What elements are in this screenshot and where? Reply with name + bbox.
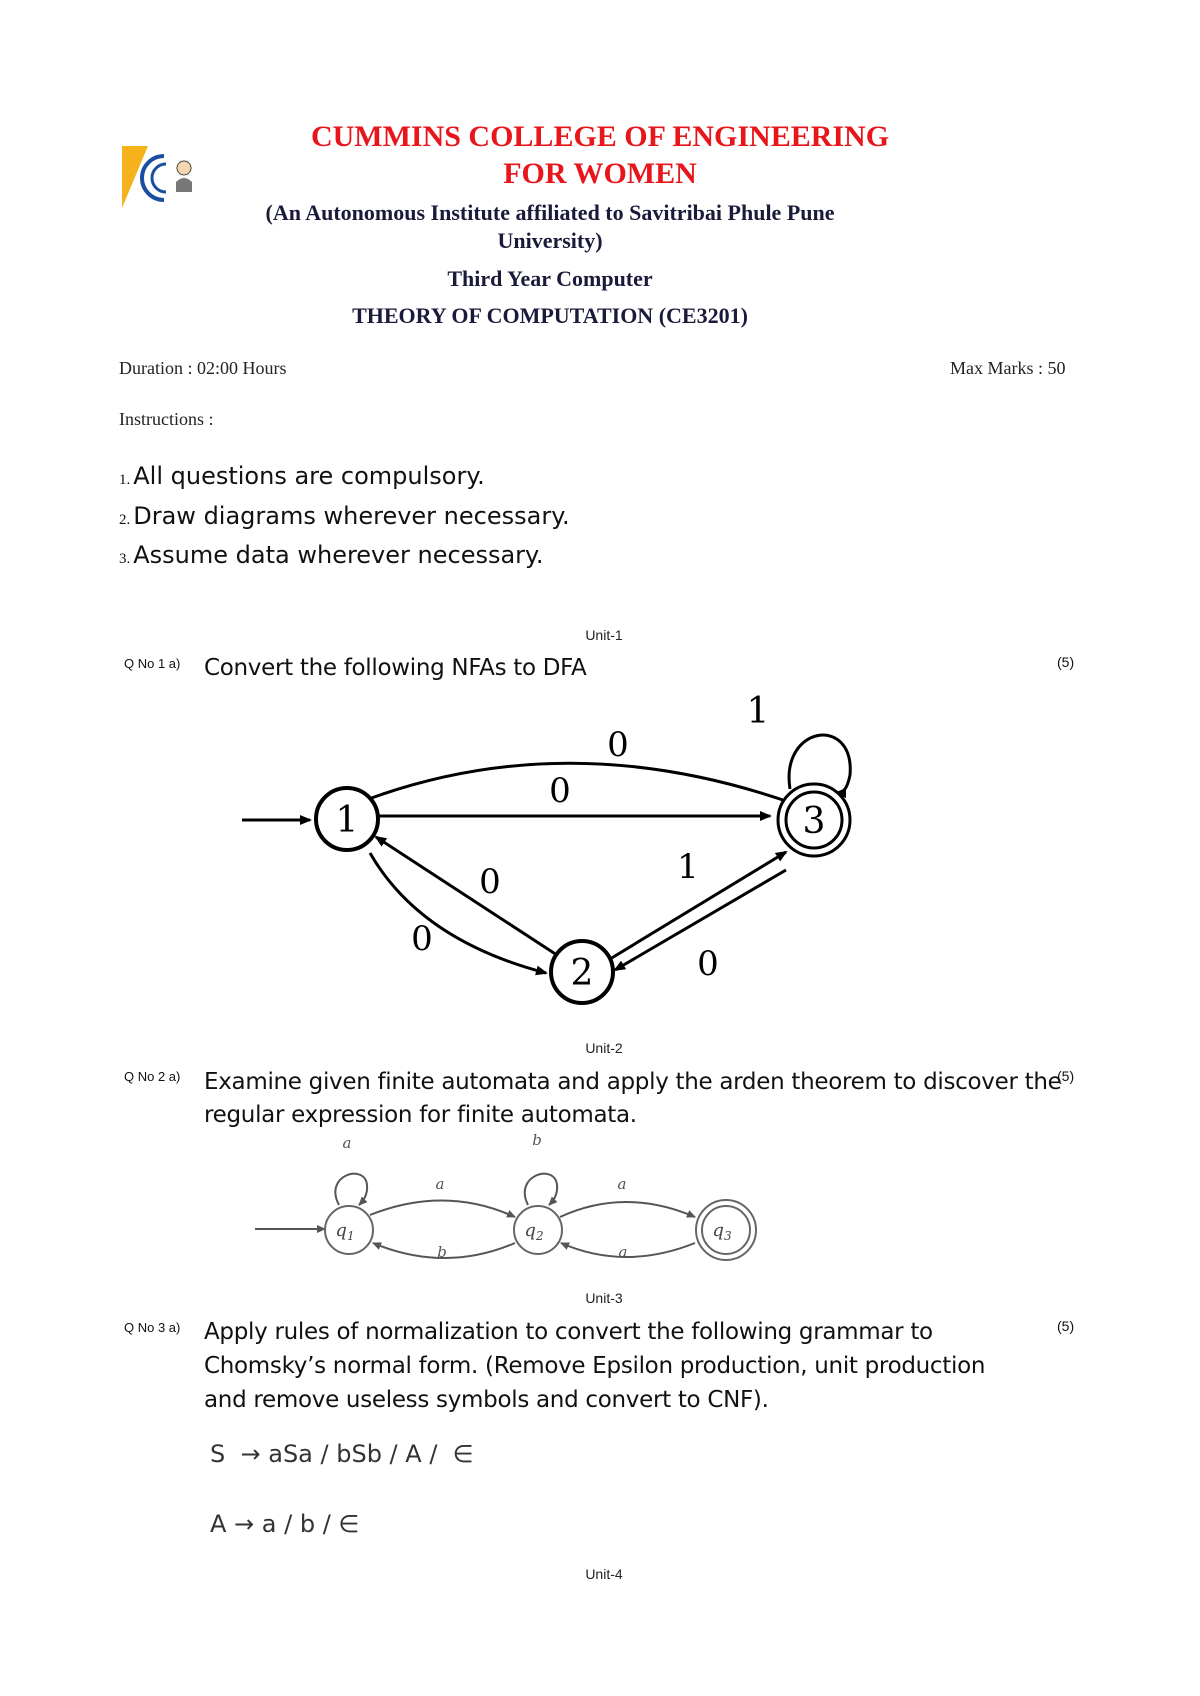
q2-marks: (5) (1057, 1068, 1075, 1084)
q2-text-line1: Examine given finite automata and apply the arden theorem to discover the (204, 1069, 1062, 1095)
college-name-line1: CUMMINS COLLEGE OF ENGINEERING (310, 120, 890, 153)
q1-marks: (5) (1057, 654, 1075, 670)
state-q3-label: $q_3$ (712, 1220, 732, 1243)
max-marks: Max Marks : 50 (950, 358, 1066, 378)
edge-label: 1 (746, 691, 770, 732)
unit-4-heading: Unit-4 (585, 1566, 623, 1582)
state-q1-label: $q_1$ (335, 1220, 355, 1243)
q3-label: Q No 3 a) (124, 1320, 181, 1335)
edge-label: 0 (479, 862, 501, 902)
year-line: Third Year Computer (447, 266, 653, 291)
edge-label: a (435, 1175, 445, 1193)
edge-label: 0 (607, 725, 629, 765)
q3-text-line3: and remove useless symbols and convert to CNF). (204, 1387, 769, 1413)
q3-marks: (5) (1057, 1318, 1075, 1334)
edge-label: 0 (411, 919, 433, 959)
q3-text-line1: Apply rules of normalization to convert the following grammar to (204, 1319, 933, 1345)
q3-text-line2: Chomsky’s normal form. (Remove Epsilon production, unit production (204, 1353, 986, 1379)
loop-q2 (525, 1174, 557, 1205)
grammar-rule-a: A → a / b / ∈ (210, 1510, 360, 1538)
edge-label: a (617, 1175, 627, 1193)
unit-2-heading: Unit-2 (585, 1040, 623, 1056)
edge-label: 0 (549, 771, 571, 811)
state-3-label: 3 (802, 801, 826, 842)
instruction-item: 1. All questions are compulsory. (119, 462, 485, 490)
edge-q3-q2 (561, 1243, 695, 1257)
instruction-item: 3. Assume data wherever necessary. (119, 541, 544, 569)
grammar-rule-s: S → aSa / bSb / A / ∈ (210, 1440, 474, 1468)
q1-text: Convert the following NFAs to DFA (204, 655, 587, 681)
edge-label: b (437, 1243, 447, 1261)
q1-label: Q No 1 a) (124, 656, 181, 671)
edge-q1-q2 (370, 1200, 515, 1217)
unit-1-heading: Unit-1 (585, 627, 623, 643)
loop-q1 (335, 1174, 367, 1205)
unit-3-heading: Unit-3 (585, 1290, 623, 1306)
q2-label: Q No 2 a) (124, 1069, 181, 1084)
college-name-line2: FOR WOMEN (503, 157, 697, 190)
instructions-label: Instructions : (119, 409, 214, 429)
edge-label: b (532, 1131, 542, 1149)
edge-label: 0 (697, 944, 719, 984)
duration: Duration : 02:00 Hours (119, 358, 287, 378)
q1-nfa-diagram (230, 685, 870, 1015)
course-title: THEORY OF COMPUTATION (CE3201) (352, 303, 748, 328)
edge-label: a (618, 1243, 628, 1261)
state-2-label: 2 (570, 953, 594, 994)
edge-q2-q3 (560, 1202, 695, 1217)
q2-fa-diagram (255, 1125, 775, 1275)
affiliation-line2: University) (497, 228, 603, 253)
state-q2-label: $q_2$ (524, 1220, 544, 1243)
state-1-label: 1 (335, 800, 359, 841)
affiliation-line1: (An Autonomous Institute affiliated to Savitribai Phule Pune (265, 200, 835, 225)
edge-1-to-2 (370, 853, 546, 973)
q2-text-line2: regular expression for finite automata. (204, 1102, 637, 1128)
edge-label: 1 (677, 847, 699, 887)
edge-label: a (342, 1134, 352, 1152)
instruction-item: 2. Draw diagrams wherever necessary. (119, 502, 570, 530)
